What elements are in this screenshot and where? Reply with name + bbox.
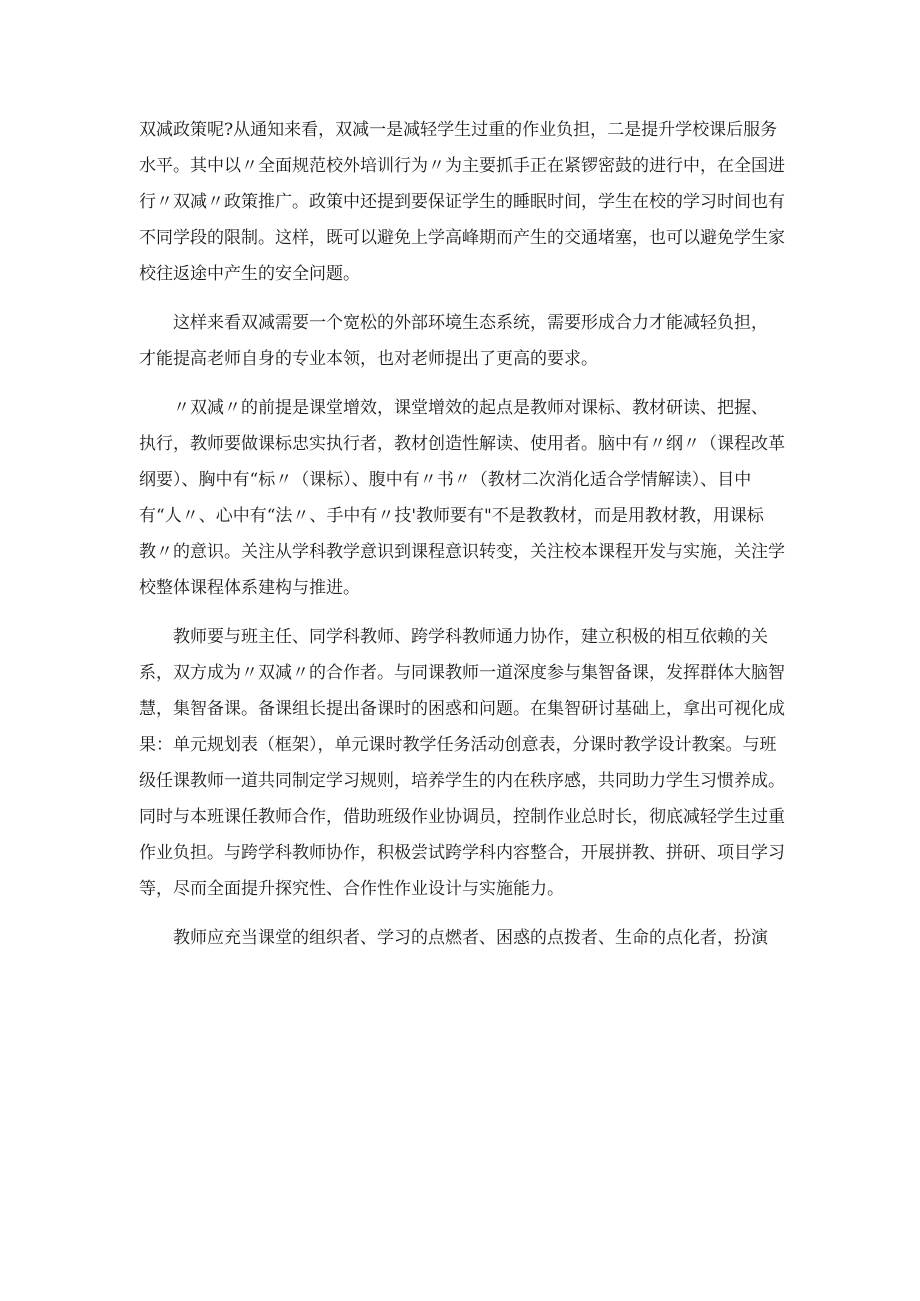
paragraph-line: 教〃的意识。关注从学科教学意识到课程意识转变，关注校本课程开发与实施，关注学 xyxy=(139,542,785,562)
paragraph-2 xyxy=(139,305,799,377)
paragraph-3 xyxy=(139,390,799,606)
paragraph-line: 〃双减〃的前提是课堂增效，课堂增效的起点是教师对课标、教材研读、把握、 xyxy=(139,398,768,418)
paragraph-line: 慧，集智备课。备课组长提出备课时的困惑和问题。在集智研讨基础上，拿出可视化成 xyxy=(139,699,785,719)
paragraph-line: 等，尽而全面提升探究性、合作性作业设计与实施能力。 xyxy=(139,879,564,899)
paragraph-line: 同时与本班课任教师合作，借助班级作业协调员，控制作业总时长，彻底减轻学生过重 xyxy=(139,807,785,827)
paragraph-5 xyxy=(139,920,799,956)
paragraph-line: 才能提高老师自身的专业本领，也对老师提出了更高的要求。 xyxy=(139,349,598,369)
paragraph-line: 执行，教师要做课标忠实执行者，教材创造性解读、使用者。脑中有〃纲〃（课程改革 xyxy=(139,434,785,454)
paragraph-spacer xyxy=(139,292,799,305)
paragraph-line: 校往返途中产生的安全问题。 xyxy=(139,264,360,284)
paragraph-line: 校整体课程体系建构与推进。 xyxy=(139,578,360,598)
paragraph-spacer xyxy=(139,377,799,390)
paragraph-line: 水平。其中以〃全面规范校外培训行为〃为主要抓手正在紧锣密鼓的进行中，在全国进 xyxy=(139,156,785,176)
paragraph-line: 教师应充当课堂的组织者、学习的点燃者、困惑的点拨者、生命的点化者，扮演 xyxy=(139,928,768,948)
paragraph-line: 行〃双减〃政策推广。政策中还提到要保证学生的睡眠时间，学生在校的学习时间也有 xyxy=(139,192,785,212)
paragraph-line: 双减政策呢?从通知来看，双减一是减轻学生过重的作业负担，二是提升学校课后服务 xyxy=(139,120,778,140)
paragraph-line: 这样来看双减需要一个宽松的外部环境生态系统，需要形成合力才能减轻负担， xyxy=(139,313,768,333)
paragraph-line: 教师要与班主任、同学科教师、跨学科教师通力协作，建立积极的相互依赖的关 xyxy=(139,627,768,647)
paragraph-line: 不同学段的限制。这样，既可以避免上学高峰期而产生的交通堵塞，也可以避免学生家 xyxy=(139,228,785,248)
paragraph-4 xyxy=(139,619,799,907)
paragraph-line: 纲要）、胸中有“标〃（课标）、腹中有〃书〃（教材二次消化适合学情解读）、目中 xyxy=(139,470,752,490)
paragraph-line: 作业负担。与跨学科教师协作，积极尝试跨学科内容整合，开展拼教、拼研、项目学习 xyxy=(139,843,785,863)
paragraph-spacer xyxy=(139,606,799,619)
paragraph-spacer xyxy=(139,907,799,920)
paragraph-line: 系，双方成为〃双减〃的合作者。与同课教师一道深度参与集智备课，发挥群体大脑智 xyxy=(139,663,785,683)
document-body xyxy=(139,112,799,956)
paragraph-line: 果：单元规划表（框架），单元课时教学任务活动创意表，分课时教学设计教案。与班 xyxy=(139,735,777,755)
paragraph-1 xyxy=(139,112,799,292)
paragraph-line: 有“人〃、心中有“法〃、手中有〃技'教师要有"不是教教材，而是用教材教，用课标 xyxy=(139,506,764,526)
paragraph-line: 级任课教师一道共同制定学习规则，培养学生的内在秩序感，共同助力学生习惯养成。 xyxy=(139,771,785,791)
